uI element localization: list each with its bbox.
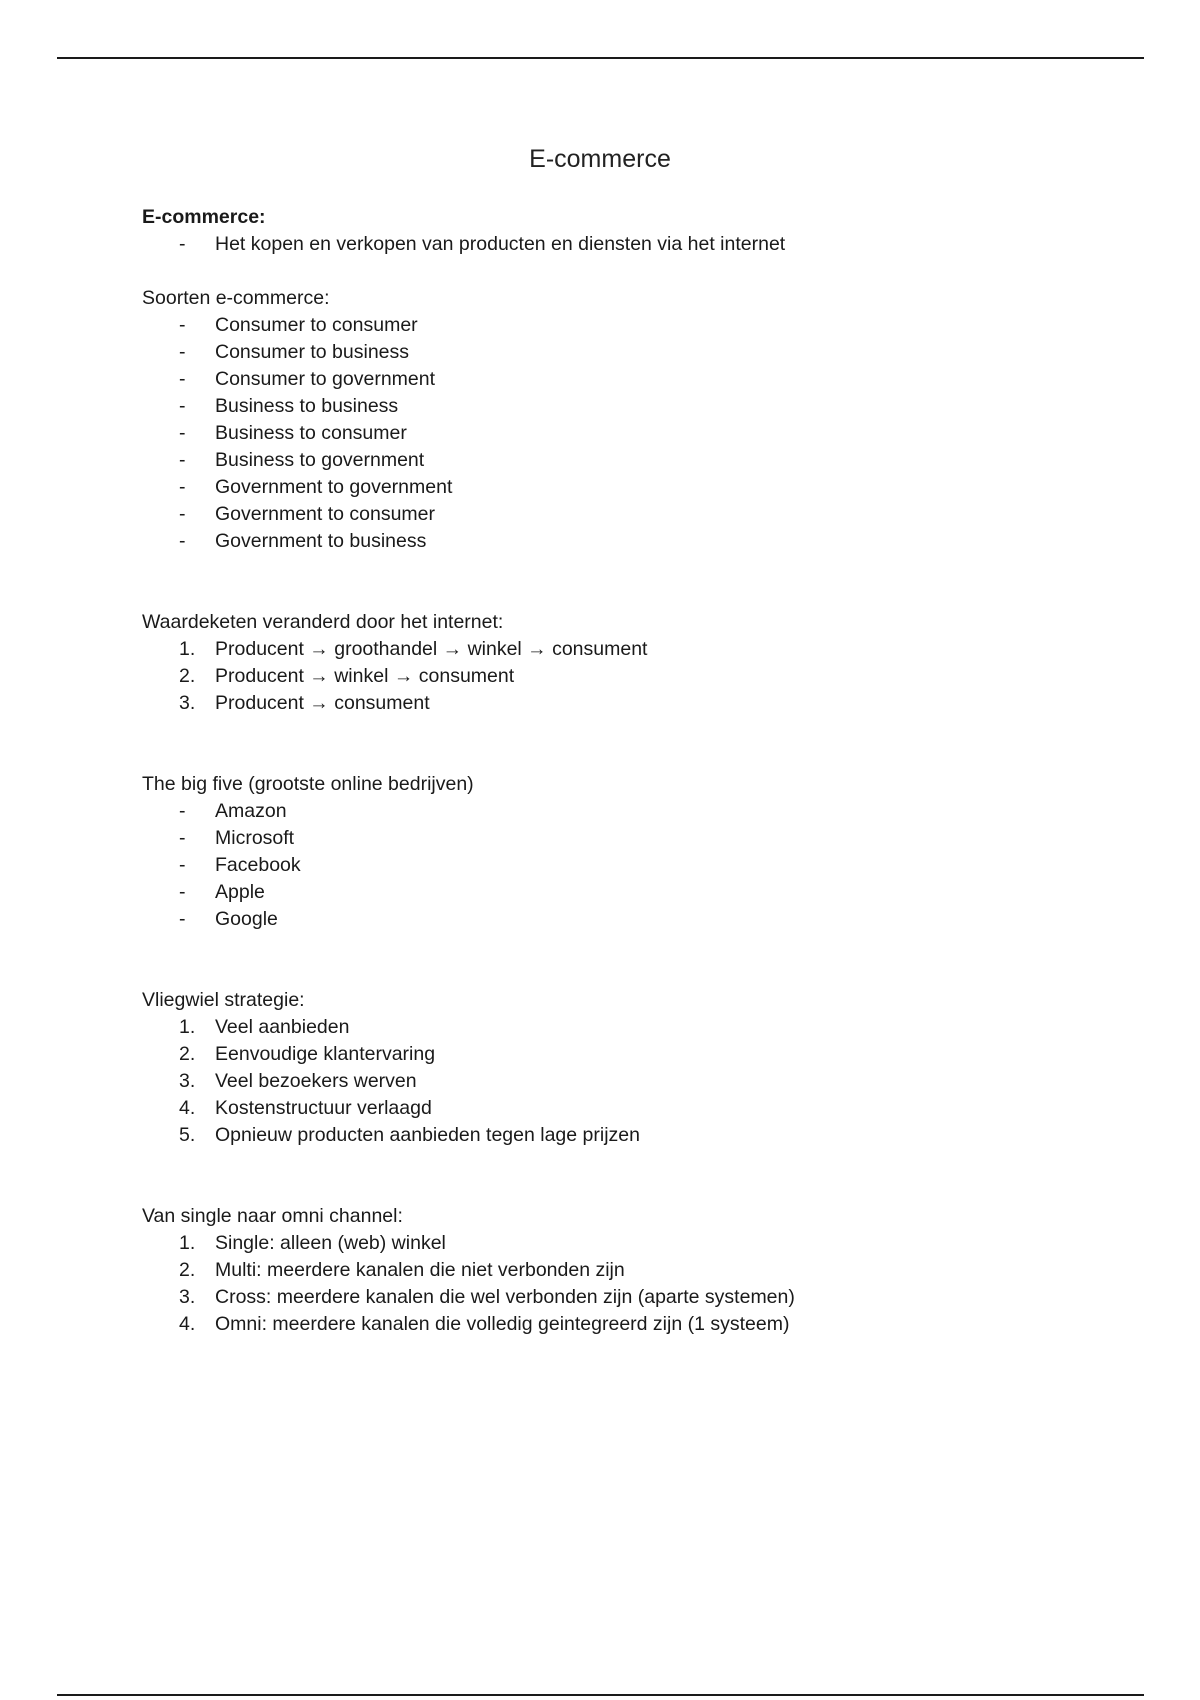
section-heading: The big five (grootste online bedrijven) xyxy=(142,773,474,795)
section-heading: E-commerce: xyxy=(142,206,266,228)
list-item xyxy=(142,1041,1142,1068)
list-marker: - xyxy=(179,233,186,255)
list-item-text: Apple xyxy=(215,881,265,903)
spacer xyxy=(142,258,1142,285)
list-marker: - xyxy=(179,368,186,390)
list-item xyxy=(142,798,1142,825)
section-definition xyxy=(142,204,1142,258)
list-marker: - xyxy=(179,800,186,822)
list-item xyxy=(142,879,1142,906)
list-item xyxy=(142,447,1142,474)
list-marker: 2. xyxy=(179,665,196,687)
list-item-text: Single: alleen (web) winkel xyxy=(215,1232,446,1254)
section-heading: Waardeketen veranderd door het internet: xyxy=(142,611,504,633)
list-marker: - xyxy=(179,530,186,552)
list-marker: 3. xyxy=(179,1286,196,1308)
list-marker: - xyxy=(179,908,186,930)
section-value-chain xyxy=(142,609,1142,717)
list-item xyxy=(142,825,1142,852)
list-item xyxy=(142,852,1142,879)
list-marker: 3. xyxy=(179,692,196,714)
list-item-text: Government to business xyxy=(215,530,427,552)
list-item xyxy=(142,1257,1142,1284)
list-item xyxy=(142,474,1142,501)
spacer xyxy=(142,717,1142,771)
list-item-text: Business to business xyxy=(215,395,399,417)
list-item-text: Het kopen en verkopen van producten en diensten via het internet xyxy=(215,233,786,255)
numbered-list xyxy=(142,1230,1142,1338)
list-item-text: Facebook xyxy=(215,854,301,876)
footer-rule xyxy=(57,1694,1144,1696)
list-item-text: Opnieuw producten aanbieden tegen lage prijzen xyxy=(215,1124,640,1146)
list-item xyxy=(142,1122,1142,1149)
list-item-text: Business to government xyxy=(215,449,425,471)
list-item xyxy=(142,528,1142,555)
numbered-list xyxy=(142,1014,1142,1149)
section-heading: Soorten e-commerce: xyxy=(142,287,330,309)
list-item-text: Omni: meerdere kanalen die volledig geintegreerd zijn (1 systeem) xyxy=(215,1313,790,1335)
list-item xyxy=(142,312,1142,339)
list-item-text: Government to consumer xyxy=(215,503,436,525)
list-item-text: Business to consumer xyxy=(215,422,407,444)
list-item-text: Veel aanbieden xyxy=(215,1016,350,1038)
section-big-five xyxy=(142,771,1142,933)
section-heading: Van single naar omni channel: xyxy=(142,1205,403,1227)
list-marker: - xyxy=(179,503,186,525)
list-item xyxy=(142,663,1142,690)
section-flywheel xyxy=(142,987,1142,1149)
list-item xyxy=(142,1284,1142,1311)
list-item xyxy=(142,393,1142,420)
list-item-text: Consumer to business xyxy=(215,341,410,363)
list-item xyxy=(142,1068,1142,1095)
spacer xyxy=(142,1149,1142,1203)
header-rule xyxy=(57,57,1144,59)
numbered-list xyxy=(142,636,1142,717)
bullet-list xyxy=(142,312,1142,555)
spacer xyxy=(142,933,1142,987)
list-item-text: Producent → groothandel → winkel → consument xyxy=(215,638,648,660)
list-item-text: Consumer to consumer xyxy=(215,314,418,336)
list-marker: 1. xyxy=(179,638,196,660)
list-item xyxy=(142,690,1142,717)
list-marker: 2. xyxy=(179,1043,196,1065)
list-marker: 3. xyxy=(179,1070,196,1092)
list-item xyxy=(142,231,1142,258)
list-item-text: Amazon xyxy=(215,800,287,822)
list-marker: 5. xyxy=(179,1124,196,1146)
list-item-text: Cross: meerdere kanalen die wel verbonden zijn (aparte systemen) xyxy=(215,1286,795,1308)
list-item xyxy=(142,1311,1142,1338)
list-item-text: Microsoft xyxy=(215,827,295,849)
list-item-text: Producent → winkel → consument xyxy=(215,665,515,687)
list-item xyxy=(142,1230,1142,1257)
section-types xyxy=(142,285,1142,555)
list-marker: - xyxy=(179,395,186,417)
list-item xyxy=(142,1014,1142,1041)
list-item-text: Veel bezoekers werven xyxy=(215,1070,417,1092)
list-marker: - xyxy=(179,449,186,471)
list-item-text: Eenvoudige klantervaring xyxy=(215,1043,436,1065)
list-item xyxy=(142,339,1142,366)
section-heading: Vliegwiel strategie: xyxy=(142,989,305,1011)
list-marker: 4. xyxy=(179,1313,196,1335)
section-omni-channel xyxy=(142,1203,1142,1338)
list-marker: - xyxy=(179,422,186,444)
list-marker: - xyxy=(179,314,186,336)
page-title: E-commerce xyxy=(529,145,671,173)
list-item xyxy=(142,636,1142,663)
list-marker: - xyxy=(179,827,186,849)
list-item xyxy=(142,420,1142,447)
list-item xyxy=(142,906,1142,933)
list-marker: 4. xyxy=(179,1097,196,1119)
spacer xyxy=(142,555,1142,609)
list-item-text: Google xyxy=(215,908,278,930)
list-marker: - xyxy=(179,341,186,363)
list-marker: - xyxy=(179,881,186,903)
list-item-text: Producent → consument xyxy=(215,692,430,714)
list-marker: - xyxy=(179,476,186,498)
list-marker: 1. xyxy=(179,1232,196,1254)
list-item-text: Multi: meerdere kanalen die niet verbonden zijn xyxy=(215,1259,625,1281)
list-item-text: Consumer to government xyxy=(215,368,436,390)
list-marker: 1. xyxy=(179,1016,196,1038)
list-item xyxy=(142,501,1142,528)
list-item-text: Government to government xyxy=(215,476,453,498)
list-item xyxy=(142,1095,1142,1122)
list-marker: - xyxy=(179,854,186,876)
list-item-text: Kostenstructuur verlaagd xyxy=(215,1097,432,1119)
bullet-list xyxy=(142,798,1142,933)
list-marker: 2. xyxy=(179,1259,196,1281)
list-item xyxy=(142,366,1142,393)
bullet-list xyxy=(142,231,1142,258)
document-body xyxy=(142,204,1142,1338)
